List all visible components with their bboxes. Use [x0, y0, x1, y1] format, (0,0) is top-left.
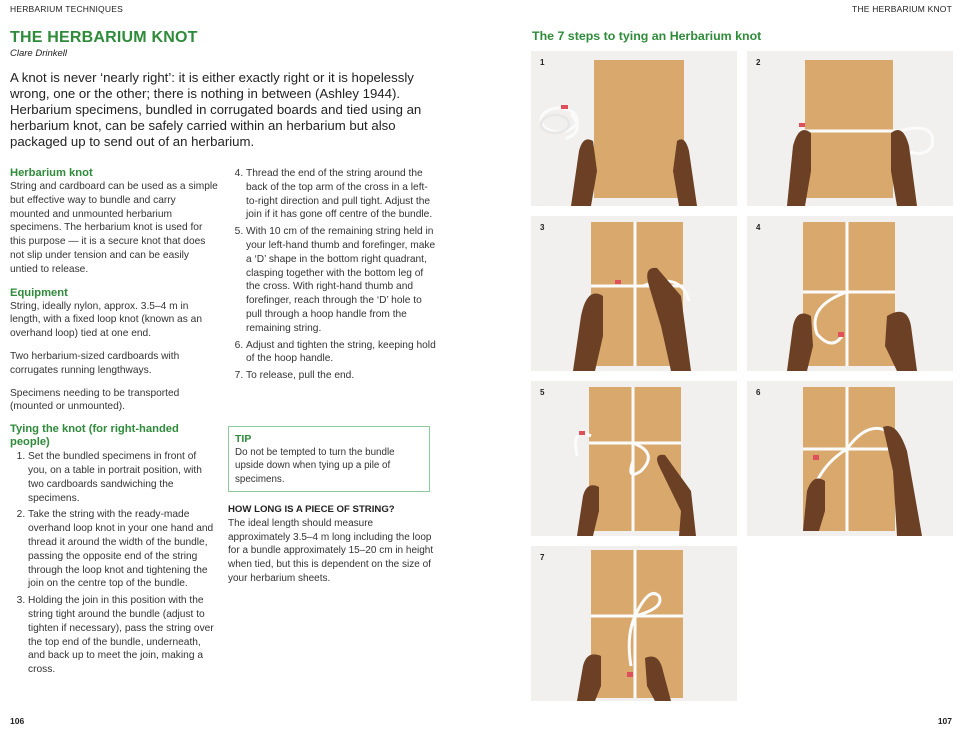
- photo-number: 2: [756, 58, 761, 67]
- photo-illustration: [531, 51, 737, 206]
- article-title: THE HERBARIUM KNOT: [10, 29, 198, 46]
- author-byline: Clare Drinkell: [10, 48, 68, 59]
- step-photo-3: [531, 216, 737, 371]
- photo-illustration: [531, 546, 737, 701]
- photo-number: 3: [540, 223, 545, 232]
- step-item: 4. Thread the end of the string around the back of the top arm of the cross in a left-to-right direction and pull tight. Adjust the join if it has gone off centre of the bundle.: [246, 167, 438, 222]
- step-item: 3. Holding the join in this position with the string tight around the bundle (adjust to tighten if necessary), pass the string over the top end of the bundle, underneath, and back up to meet the join, making a cross.: [28, 594, 218, 677]
- photo-illustration: [531, 216, 737, 371]
- tip-heading: TIP: [235, 433, 252, 445]
- step-photo-2: [747, 51, 953, 206]
- heading-equipment: Equipment: [10, 286, 68, 299]
- equipment-item: Specimens needing to be transported (mounted or unmounted).: [10, 387, 180, 413]
- steps-gallery-title: The 7 steps to tying an Herbarium knot: [532, 29, 762, 43]
- photo-number: 7: [540, 553, 545, 562]
- running-header-left: HERBARIUM TECHNIQUES: [10, 4, 123, 14]
- page-number-right: 107: [937, 716, 952, 726]
- tip-box: [228, 426, 430, 492]
- step-item: 5. With 10 cm of the remaining string held in your left-hand thumb and forefinger, make a ‘D’ shape in the bottom right quadrant, clasping together with the bottom leg of the cross. With right-hand thumb and forefinger, reach through the ‘D’ hole to pull through a hoop handle from the remaining string.: [246, 225, 438, 335]
- step-photo-7: [531, 546, 737, 701]
- string-length-text: The ideal length should measure approximately 3.5–4 m long including the loop for a bundle approximately 15–20 cm in height when tied, but this is dependent on the size of your herbarium sheets.: [228, 517, 434, 584]
- photo-illustration: [747, 216, 953, 371]
- step-photo-5: [531, 381, 737, 536]
- step-item: 2. Take the string with the ready-made overhand loop knot in your one hand and thread it around the width of the bundle, passing the opposite end of the string through the loop knot and tightening the join on the centre top of the bundle.: [28, 508, 218, 591]
- running-header-right: THE HERBARIUM KNOT: [852, 4, 952, 14]
- step-item: 1. Set the bundled specimens in front of you, on a table in portrait position, with two cardboards sandwiching the specimens.: [28, 450, 218, 505]
- heading-tying-knot: Tying the knot (for right-handed people): [10, 423, 179, 449]
- page-number-left: 106: [10, 716, 25, 726]
- string-length-box: [228, 503, 438, 586]
- intro-paragraph: A knot is never ‘nearly right’: it is either exactly right or it is hopelessly wrong, one or the other; there is nothing in between (Ashley 1944). Herbarium specimens, bundled in corrugated boards and tied using an herbarium knot, can be safely carried within an herbarium but also packaged up to send out of an herbarium.: [10, 70, 422, 149]
- step-photo-6: [747, 381, 953, 536]
- middle-column: [228, 167, 438, 383]
- photo-illustration: [531, 381, 737, 536]
- tip-text: Do not be tempted to turn the bundle upside down when tying up a pile of specimens.: [235, 447, 395, 485]
- equipment-item: Two herbarium-sized cardboards with corrugates running lengthways.: [10, 350, 180, 376]
- string-length-heading: HOW LONG IS A PIECE OF STRING?: [228, 504, 395, 515]
- photo-number: 1: [540, 58, 545, 67]
- photo-number: 6: [756, 388, 761, 397]
- step-item: 7. To release, pull the end.: [246, 369, 438, 383]
- steps-list-part2: [228, 167, 438, 383]
- steps-list-part1: [10, 450, 218, 677]
- step-photo-4: [747, 216, 953, 371]
- equipment-item: String, ideally nylon, approx. 3.5–4 m in length, with a fixed loop knot (known as an overhand loop) tied at one end.: [10, 300, 202, 340]
- photo-number: 4: [756, 223, 761, 232]
- photo-number: 5: [540, 388, 545, 397]
- left-column: [10, 167, 218, 677]
- photo-illustration: [747, 381, 953, 536]
- step-photo-1: [531, 51, 737, 206]
- photo-illustration: [747, 51, 953, 206]
- knot-description: String and cardboard can be used as a simple but effective way to bundle and carry mounted and unmounted herbarium specimens. The herbarium knot is used for this purpose — it is a secure knot that does not slip under tension and can be easily untied to release.: [10, 181, 218, 275]
- step-item: 6. Adjust and tighten the string, keeping hold of the hoop handle.: [246, 339, 438, 367]
- heading-herbarium-knot: Herbarium knot: [10, 167, 93, 179]
